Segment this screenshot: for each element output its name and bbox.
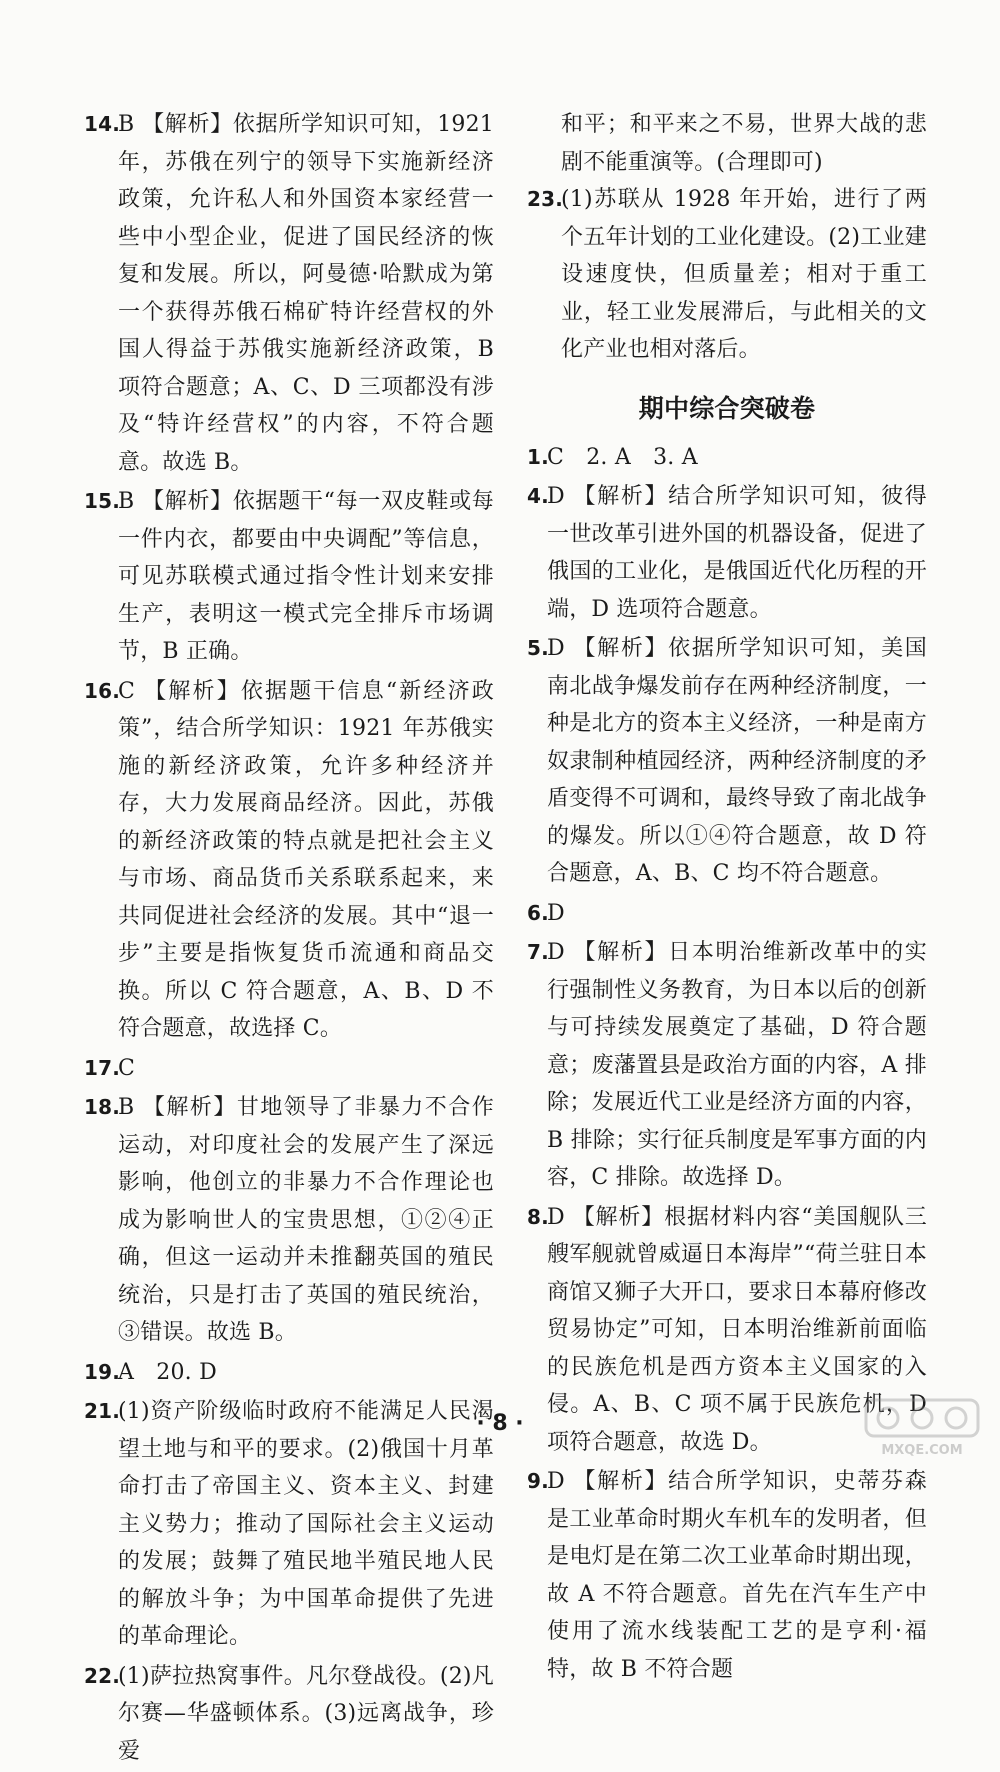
answer-item-23 <box>527 181 927 369</box>
answer-item-19-20 <box>84 1354 494 1392</box>
answer-item-4 <box>527 478 927 628</box>
item-number: 5. <box>527 636 549 660</box>
item-text: D 【解析】日本明治维新改革中的实行强制性义务教育，为日本以后的创新与可持续发展奠定了基础，D 符合题意；废藩置县是政治方面的内容，A 排除；发展近代工业是经济方面的内容，B 排除；实行征兵制度是军事方面的内容，C 排除。故选择 D。 <box>547 940 927 1190</box>
item-number: 4. <box>527 484 549 508</box>
item-number: 17. <box>84 1055 121 1080</box>
item-text: B 【解析】依据题干“每一双皮鞋或每一件内衣，都要由中央调配”等信息，可见苏联模式通过指令性计划来安排生产，表明这一模式完全排斥市场调节，B 正确。 <box>118 489 494 664</box>
answer-item-18 <box>84 1089 494 1352</box>
item-text: (1)萨拉热窝事件。凡尔登战役。(2)凡尔赛—华盛顿体系。(3)远离战争，珍爱 <box>118 1663 494 1764</box>
item-text: C 【解析】依据题干信息“新经济政策”，结合所学知识：1921 年苏俄实施的新经济政策，允许多种经济并存，大力发展商品经济。因此，苏俄的新经济政策的特点就是把社会主义与市场、商品货币关系联系起来，来共同促进社会经济的发展。其中“退一步”主要是指恢复货币流通和商品交换。所以 C 符合题意，A、B、D 不符合题意，故选择 C。 <box>118 678 494 1041</box>
answer-22-continuation: 和平；和平来之不易，世界大战的悲剧不能重演等。(合理即可) <box>561 112 927 175</box>
item-number: 1. <box>527 444 549 469</box>
watermark-logo-icon <box>862 1396 982 1458</box>
item-text: A 20. D <box>118 1359 217 1385</box>
item-number: 19. <box>84 1359 121 1384</box>
answer-item-7 <box>527 934 927 1197</box>
item-text: (1)资产阶级临时政府不能满足人民渴望土地与和平的要求。(2)俄国十月革命打击了帝国主义、资本主义、封建主义势力；推动了国际社会主义运动的发展；鼓舞了殖民地半殖民地人民的解放斗争；为中国革命提供了先进的革命理论。 <box>118 1399 494 1649</box>
item-text: D 【解析】依据所学知识可知，美国南北战争爆发前存在两种经济制度，一种是北方的资本主义经济，一种是南方奴隶制种植园经济，两种经济制度的矛盾变得不可调和，最终导致了南北战争的爆发。所以①④符合题意，故 D 符合题意，A、B、C 均不符合题意。 <box>547 636 927 886</box>
item-number: 16. <box>84 678 121 703</box>
item-number: 6. <box>527 900 549 925</box>
section-title: 期中综合突破卷 <box>638 393 816 423</box>
answer-item-17 <box>84 1050 494 1088</box>
item-number: 8. <box>527 1204 549 1229</box>
item-text: D <box>547 900 565 926</box>
item-number: 23. <box>527 187 564 211</box>
item-text: (1)苏联从 1928 年开始，进行了两个五年计划的工业化建设。(2)工业建设速度快，但质量差；相对于重工业，轻工业发展滞后，与此相关的文化产业也相对落后。 <box>561 187 927 362</box>
item-number: 22. <box>84 1663 121 1688</box>
answer-item-6 <box>527 895 927 933</box>
item-number: 21. <box>84 1399 121 1423</box>
item-text: D 【解析】结合所学知识可知，彼得一世改革引进外国的机器设备，促进了俄国的工业化，是俄国近代化历程的开端，D 选项符合题意。 <box>547 484 927 622</box>
item-number: 15. <box>84 489 121 513</box>
item-text: C 2. A 3. A <box>547 444 698 470</box>
item-text: D 【解析】根据材料内容“美国舰队三艘军舰就曾威逼日本海岸”“荷兰驻日本商馆又狮子大开口，要求日本幕府修改贸易协定”可知，日本明治维新前面临的民族危机是西方资本主义国家的入侵。A、B、C 项不属于民族危机，D 项符合题意，故选 D。 <box>547 1204 927 1455</box>
answer-item-5 <box>527 630 927 893</box>
item-text: D 【解析】结合所学知识，史蒂芬森是工业革命时期火车机车的发明者，但是电灯是在第二次工业革命时期出现，故 A 不符合题意。首先在汽车生产中使用了流水线装配工艺的是亨利·福特，故 B 不符合题 <box>547 1469 927 1682</box>
answer-item-9 <box>527 1463 927 1688</box>
item-text: C <box>118 1055 136 1081</box>
item-text: B 【解析】甘地领导了非暴力不合作运动，对印度社会的发展产生了深远影响，他创立的非暴力不合作理论也成为影响世人的宝贵思想，①②④正确，但这一运动并未推翻英国的殖民统治，只是打击了英国的殖民统治，③错误。故选 B。 <box>118 1095 494 1345</box>
left-column <box>84 106 494 1772</box>
item-number: 9. <box>527 1469 549 1493</box>
watermark-text: MXQE.COM <box>881 1443 963 1458</box>
item-number: 18. <box>84 1095 121 1119</box>
item-number: 7. <box>527 940 549 964</box>
answer-item-16 <box>84 673 494 1048</box>
answer-item-15 <box>84 483 494 671</box>
answer-item-14 <box>84 106 494 481</box>
answer-item-22 <box>84 1658 494 1771</box>
answer-item-1-3 <box>527 439 927 477</box>
item-text: B 【解析】依据所学知识可知，1921 年，苏俄在列宁的领导下实施新经济政策，允许私人和外国资本家经营一些中小型企业，促进了国民经济的恢复和发展。所以，阿曼德·哈默成为第一个获得苏俄石棉矿特许经营权的外国人得益于苏俄实施新经济政策，B 项符合题意；A、C、D 三项都没有涉及“特许经营权”的内容，不符合题意。故选 B。 <box>118 112 494 475</box>
page-number: · 8 · <box>476 1411 524 1436</box>
item-number: 14. <box>84 112 121 136</box>
